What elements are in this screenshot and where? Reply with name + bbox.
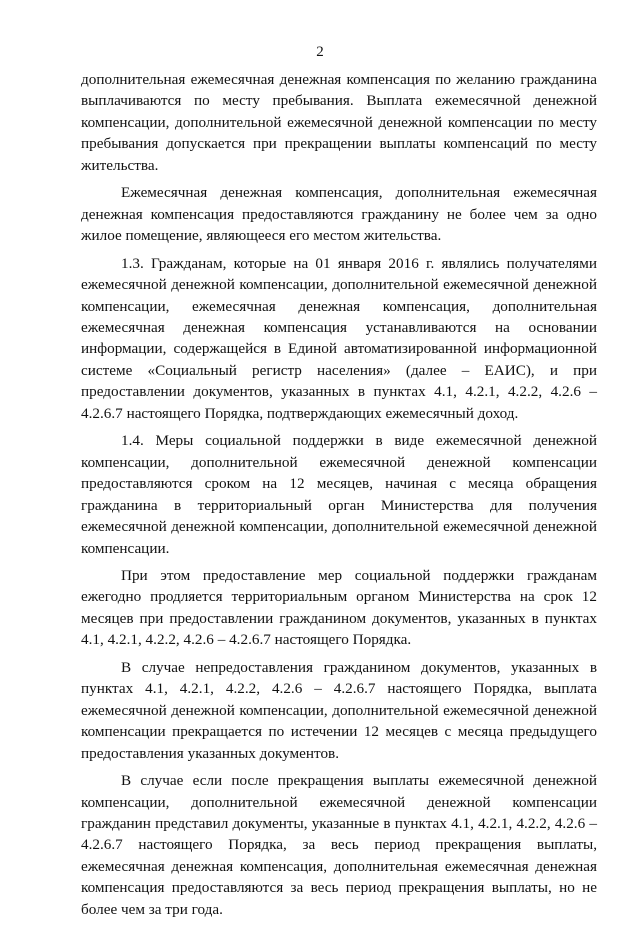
paragraph-1-3: 1.3. Гражданам, которые на 01 января 2016 г. являлись получателями ежемесячной денежной компенсации, дополнительной ежемесячной денежной компенсации, ежемесячная денежная компенсация, дополнительная ежемесячная денежная компенсация устанавливаются на основании информации, содержащейся в Единой автоматизированной информационной системе «Социальный регистр населения» (далее – ЕАИС), и при предоставлении документов, указанных в пунктах 4.1, 4.2.1, 4.2.2, 4.2.6 – 4.2.6.7 настоящего Порядка, подтверждающих ежемесячный доход. [81, 254, 597, 422]
paragraph-1-4: 1.4. Меры социальной поддержки в виде ежемесячной денежной компенсации, дополнительной ежемесячной денежной компенсации предоставляются сроком на 12 месяцев, начиная с месяца обращения гражданина в территориальный орган Министерства для получения ежемесячной денежной компенсации, дополнительной ежемесячной денежной компенсации. [81, 432, 597, 557]
page-number: 2 [316, 44, 324, 60]
document-body [81, 69, 597, 926]
paragraph-resumption: В случае если после прекращения выплаты ежемесячной денежной компенсации, дополнительной ежемесячной денежной компенсации гражданин представил документы, указанные в пунктах 4.1, 4.2.1, 4.2.2, 4.2.6 – 4.2.6.7 настоящего Порядка, за весь период прекращения выплаты, ежемесячная денежная компенсация, дополнительная ежемесячная денежная компенсация предоставляются за весь период прекращения выплаты, но не более чем за три года. [81, 772, 597, 918]
paragraph-non-submission: В случае непредоставления гражданином документов, указанных в пунктах 4.1, 4.2.1, 4.2.2, 4.2.6 – 4.2.6.7 настоящего Порядка, выплата ежемесячной денежной компенсации, дополнительной ежемесячной денежной компенсации прекращается по истечении 12 месяцев с месяца предыдущего предоставления указанных документов. [81, 658, 597, 762]
paragraph-single-dwelling: Ежемесячная денежная компенсация, дополнительная ежемесячная денежная компенсация предоставляются гражданину не более чем за одно жилое помещение, являющееся его местом жительства. [81, 184, 597, 245]
paragraph-continuation: дополнительная ежемесячная денежная компенсация по желанию гражданина выплачиваются по месту пребывания. Выплата ежемесячной денежной компенсации, дополнительной ежемесячной денежной компенсации по месту пребывания допускается при прекращении выплаты компенсаций по месту жительства. [81, 71, 597, 174]
paragraph-annual-extension: При этом предоставление мер социальной поддержки гражданам ежегодно продляется территориальным органом Министерства на срок 12 месяцев при предоставлении гражданином документов, указанных в пунктах 4.1, 4.2.1, 4.2.2, 4.2.6 – 4.2.6.7 настоящего Порядка. [81, 566, 597, 649]
